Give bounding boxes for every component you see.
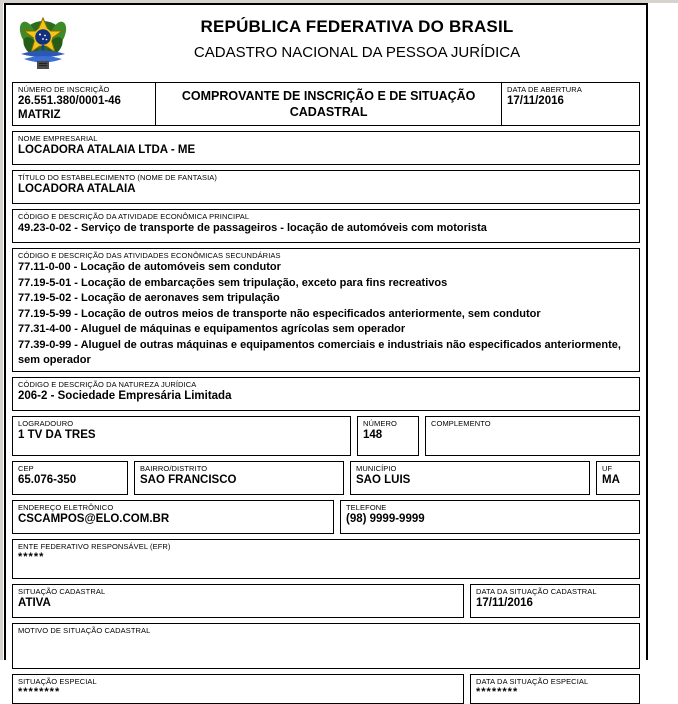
comprovante-title-text: COMPROVANTE DE INSCRIÇÃO E DE SITUAÇÃO CADASTRAL — [181, 89, 476, 119]
field-motivo-situacao-label: MOTIVO DE SITUAÇÃO CADASTRAL — [18, 625, 151, 635]
field-endereco-eletronico — [12, 500, 334, 534]
window-chrome-left — [0, 0, 3, 660]
field-uf-label: UF — [602, 463, 613, 473]
atividades-secundarias-list — [18, 260, 635, 369]
field-titulo-estabelecimento-label: TÍTULO DO ESTABELECIMENTO (NOME DE FANTASIA) — [18, 173, 218, 182]
field-atividades-secundarias-label: CÓDIGO E DESCRIÇÃO DAS ATIVIDADES ECONÔMICAS SECUNDÁRIAS — [18, 251, 281, 260]
field-motivo-situacao-cadastral — [12, 623, 640, 669]
field-endereco-eletronico-label: ENDEREÇO ELETRÔNICO — [18, 502, 114, 512]
field-ente-federativo-responsavel — [12, 539, 640, 579]
field-municipio — [350, 461, 590, 495]
atividade-secundaria-item: 77.31-4-00 - Aluguel de máquinas e equipamentos agrícolas sem operador — [18, 323, 406, 335]
field-uf-value: MA — [602, 473, 620, 486]
field-titulo-estabelecimento — [12, 170, 640, 204]
field-numero-inscricao-label: NÚMERO DE INSCRIÇÃO — [18, 85, 110, 94]
field-telefone-label: TELEFONE — [346, 502, 387, 512]
field-natureza-juridica — [12, 377, 640, 411]
field-municipio-label: MUNICÍPIO — [356, 463, 397, 473]
field-data-abertura — [501, 82, 640, 126]
field-cep — [12, 461, 128, 495]
field-natureza-juridica-value: 206-2 - Sociedade Empresária Limitada — [18, 389, 232, 402]
atividade-principal-row — [12, 209, 640, 243]
field-data-situacao-cadastral — [470, 584, 640, 618]
field-situacao-cadastral — [12, 584, 464, 618]
natureza-juridica-row — [12, 377, 640, 411]
field-situacao-especial-label: SITUAÇÃO ESPECIAL — [18, 676, 97, 686]
field-efr-label: ENTE FEDERATIVO RESPONSÁVEL (EFR) — [18, 541, 171, 551]
cnpj-document-page — [4, 3, 648, 698]
field-data-situacao-especial-value: ******** — [476, 685, 519, 698]
brazil-coat-of-arms-icon — [12, 10, 74, 72]
cep-municipio-row — [12, 461, 640, 495]
field-numero-value: 148 — [363, 428, 383, 441]
field-data-situacao-especial-label: DATA DA SITUAÇÃO ESPECIAL — [476, 676, 589, 686]
field-natureza-juridica-label: CÓDIGO E DESCRIÇÃO DA NATUREZA JURÍDICA — [18, 379, 197, 389]
field-situacao-especial — [12, 674, 464, 704]
field-endereco-eletronico-value: CSCAMPOS@ELO.COM.BR — [18, 512, 170, 525]
situacao-especial-row — [12, 674, 640, 704]
field-data-situacao-cadastral-label: DATA DA SITUAÇÃO CADASTRAL — [476, 586, 597, 596]
field-nome-empresarial — [12, 131, 640, 165]
field-uf — [596, 461, 640, 495]
field-complemento — [425, 416, 640, 456]
field-data-abertura-label: DATA DE ABERTURA — [506, 85, 582, 94]
field-inscricao-type-value: MATRIZ — [18, 109, 61, 121]
logradouro-row — [12, 416, 640, 456]
atividades-secundarias-row — [12, 248, 640, 372]
document-titles — [74, 10, 640, 66]
field-bairro-distrito — [134, 461, 344, 495]
field-nome-empresarial-label: NOME EMPRESARIAL — [18, 134, 98, 143]
efr-row — [12, 539, 640, 579]
field-situacao-cadastral-value: ATIVA — [18, 596, 51, 609]
field-logradouro — [12, 416, 351, 456]
situacao-cadastral-row — [12, 584, 640, 618]
title-cnpj-registry: CADASTRO NACIONAL DA PESSOA JURÍDICA — [193, 44, 521, 61]
field-numero — [357, 416, 419, 456]
field-bairro-distrito-label: BAIRRO/DISTRITO — [140, 463, 208, 473]
field-data-abertura-value: 17/11/2016 — [506, 95, 564, 107]
identification-row — [12, 82, 640, 126]
field-numero-inscricao — [12, 82, 155, 126]
field-atividades-secundarias — [12, 248, 640, 372]
field-municipio-value: SAO LUIS — [356, 473, 411, 486]
contato-row — [12, 500, 640, 534]
atividade-secundaria-item: 77.19-5-02 - Locação de aeronaves sem tripulação — [18, 292, 280, 304]
field-numero-inscricao-value: 26.551.380/0001-46 — [18, 95, 121, 107]
motivo-situacao-row — [12, 623, 640, 669]
title-republic: REPÚBLICA FEDERATIVA DO BRASIL — [200, 17, 514, 36]
field-atividade-principal-value: 49.23-0-02 - Serviço de transporte de passageiros - locação de automóveis com motorista — [18, 222, 487, 234]
field-data-situacao-especial — [470, 674, 640, 704]
atividade-secundaria-item: 77.39-0-99 - Aluguel de outras máquinas e equipamentos comerciais e industriais não especificados anteriormente, sem operador — [18, 338, 621, 366]
field-atividade-principal-label: CÓDIGO E DESCRIÇÃO DA ATIVIDADE ECONÔMICA PRINCIPAL — [18, 212, 250, 221]
field-data-situacao-cadastral-value: 17/11/2016 — [476, 596, 533, 609]
field-situacao-especial-value: ******** — [18, 685, 61, 698]
field-telefone-value: (98) 9999-9999 — [346, 512, 425, 525]
field-efr-value: ***** — [18, 550, 45, 563]
field-cep-value: 65.076-350 — [18, 473, 77, 486]
field-comprovante-title — [155, 82, 501, 126]
field-titulo-estabelecimento-value: LOCADORA ATALAIA — [18, 183, 136, 195]
document-header — [12, 10, 640, 82]
titulo-estabelecimento-row — [12, 170, 640, 204]
field-situacao-cadastral-label: SITUAÇÃO CADASTRAL — [18, 586, 106, 596]
nome-empresarial-row — [12, 131, 640, 165]
field-logradouro-label: LOGRADOURO — [18, 418, 74, 428]
field-numero-label: NÚMERO — [363, 418, 397, 428]
field-atividade-principal — [12, 209, 640, 243]
atividade-secundaria-item: 77.19-5-99 - Locação de outros meios de transporte não especificados anteriormente, sem condutor — [18, 307, 541, 320]
field-nome-empresarial-value: LOCADORA ATALAIA LTDA - ME — [18, 144, 196, 156]
field-cep-label: CEP — [18, 463, 34, 473]
field-logradouro-value: 1 TV DA TRES — [18, 428, 96, 441]
field-bairro-distrito-value: SAO FRANCISCO — [140, 473, 237, 486]
atividade-secundaria-item: 77.11-0-00 - Locação de automóveis sem condutor — [18, 261, 281, 273]
atividade-secundaria-item: 77.19-5-01 - Locação de embarcações sem tripulação, exceto para fins recreativos — [18, 276, 448, 289]
field-complemento-label: COMPLEMENTO — [431, 418, 491, 428]
field-telefone — [340, 500, 640, 534]
